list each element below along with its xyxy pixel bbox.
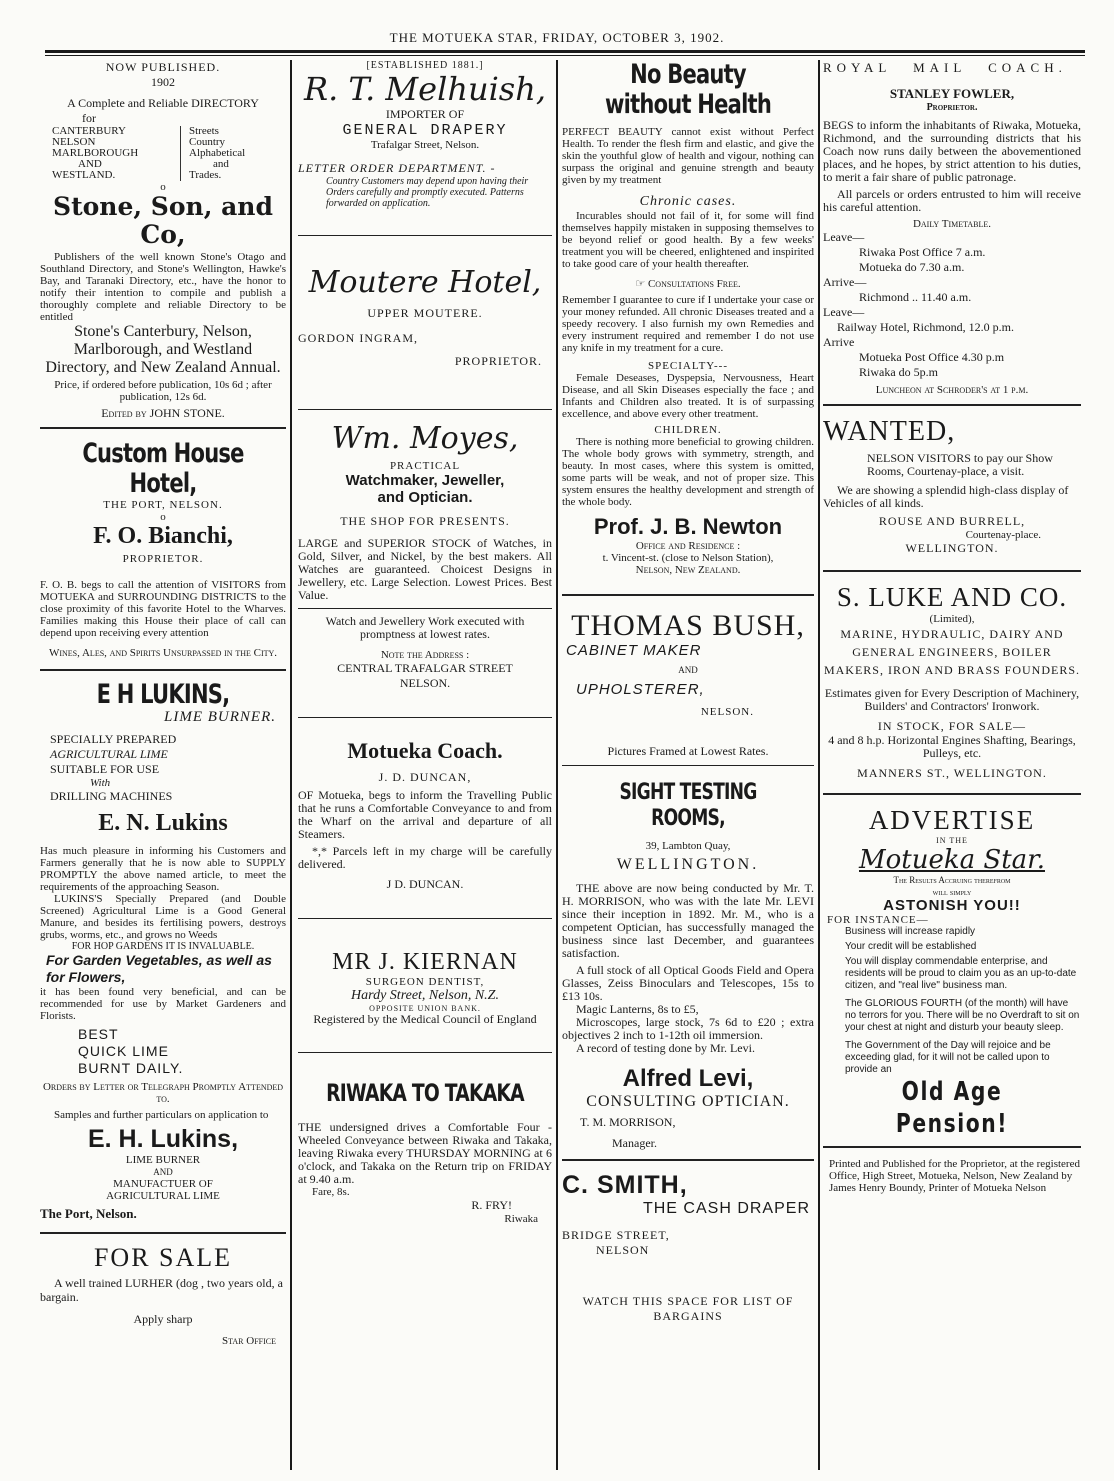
- luncheon: Luncheon at Schroder's at 1 p.m.: [875, 384, 1029, 396]
- sight-para4: Microscopes, large stock, 7s 6d to £20 ; extra objectives 2 inch to 1-12th oil immersion.: [562, 1015, 814, 1042]
- header-rule: [45, 50, 1085, 53]
- luke-ad: [823, 582, 1081, 781]
- coach-body: BEGS to inform the inhabitants of Riwaka, Motueka, Richmond, and the surrounding districts that his Coach now runs daily between the abovementioned places, and he hopes, by strict attention to his duties, to merit a fair share of public patronage.: [823, 118, 1081, 184]
- now-published: NOW PUBLISHED.: [105, 60, 221, 74]
- for-sale-ad: [40, 1244, 286, 1347]
- coach-proprietor: Proprietor.: [926, 102, 978, 113]
- lukins-trade: LIME BURNER.: [164, 709, 276, 725]
- directory-title: A Complete and Reliable DIRECTORY: [67, 96, 259, 110]
- year: 1902: [151, 75, 175, 89]
- ornament: o: [160, 181, 166, 193]
- firm-name: Stone, Son, and Co,: [53, 192, 273, 249]
- moutere-name: Moutere Hotel,: [308, 265, 542, 300]
- directory-big-title: Stone's Canterbury, Nelson, Marlborough, and Westland Directory, and New Zealand Annual.: [45, 323, 281, 376]
- drapery: GENERAL DRAPERY: [342, 122, 508, 139]
- hotel-name: Custom House Hotel,: [82, 438, 244, 499]
- newton-chronic: Chronic cases.: [639, 194, 737, 209]
- luke-trades: MARINE, HYDRAULIC, DAIRY AND GENERAL ENGINEERS, BOILER MAKERS, IRON AND BRASS FOUNDERS.: [823, 627, 1081, 677]
- newton-consult: ☞ Consultations Free.: [635, 278, 741, 290]
- for-sale-apply: Apply sharp: [133, 1312, 193, 1326]
- newton-chronic-body: Incurables should not fail of it, for some will find themselves happily mistaken in supposing themselves to be beyond relief or good health. By a few weeks' treatment you will be cheered, enlightened and inspirited to take good care of your health thereafter.: [562, 210, 814, 270]
- tt-row: Leave—: [823, 305, 865, 319]
- price: Price, if ordered before publication, 10s 6d ; after publication, 12s 6d.: [54, 379, 272, 403]
- royal-mail-coach-ad: [823, 60, 1081, 396]
- riwaka-body: THE undersigned drives a Comfortable Four - Wheeled Conveyance between Riwaka and Takaka, leaving Riwaka every THURSDAY MORNING at 6 o'clock, and Takaka on the Return trip on FRIDAY at 9.40 a.m.: [298, 1120, 552, 1186]
- content-item: Trades.: [189, 169, 222, 181]
- newton-address: t. Vincent-st. (close to Nelson Station),: [602, 552, 774, 564]
- lukins-para2: LUKINS'S Specially Prepared (and Double Screened) Agricultural Lime is a Good General Manure, and besides its fertilising powers, destroys grubs, worms, etc., and grows no Weeds: [40, 893, 286, 941]
- smith-name: C. SMITH,: [562, 1171, 688, 1199]
- bush-trade2: UPHOLSTERER,: [576, 681, 705, 698]
- timetable-label: Daily Timetable.: [912, 218, 992, 230]
- pension: Old Age Pension!: [895, 1077, 1009, 1139]
- luke-address: MANNERS ST., WELLINGTON.: [857, 766, 1047, 780]
- lukins-signature: E. H. Lukins,: [87, 1125, 239, 1153]
- will-simply: will simply: [932, 887, 972, 897]
- melhuish-name: R. T. Melhuish,: [303, 70, 546, 108]
- coach-body: OF Motueka, begs to inform the Travelling Public that he runs a Comfortable Conveyance to and from the Wharf on the arrival and departure of all Steamers.: [298, 788, 552, 841]
- sight-testing-ad: [562, 780, 814, 1151]
- sight-para1: THE above are now being conducted by Mr. T. H. MORRISON, who was with the late Mr. LEVI since their inception in 1892. Mr. M., who is a competent Optician, has successfully managed the business since last December, and guarantees satisfaction.: [562, 881, 814, 960]
- newton-city: Nelson, New Zealand.: [635, 564, 741, 576]
- bush-and: AND: [678, 665, 698, 675]
- kiernan-address: Hardy Street, Nelson, N.Z.: [351, 988, 499, 1003]
- instance-item: Business will increase rapidly: [845, 926, 976, 937]
- luke-engines: 4 and 8 h.p. Horizontal Engines Shafting, Bearings, Pulleys, etc.: [828, 733, 1076, 760]
- established: [ESTABLISHED 1881.]: [366, 60, 484, 71]
- timetable: [823, 230, 1081, 380]
- newton-children: CHILDREN.: [654, 424, 722, 436]
- imprint: Printed and Published for the Proprietor, at the registered Office, High Street, Motueka, Nelson, New Zealand by James Henry Boundy, Printer of Motueka Nelson: [829, 1158, 1080, 1194]
- tt-row: Railway Hotel, Richmond, 12.0 p.m.: [837, 320, 1014, 334]
- region: AND: [78, 158, 102, 170]
- smith-address1: BRIDGE STREET,: [562, 1228, 670, 1242]
- kiernan-opposite: OPPOSITE UNION BANK.: [369, 1004, 481, 1013]
- lukins-gothic-name: E. N. Lukins: [98, 810, 228, 836]
- column-2: [298, 60, 552, 1470]
- lukins-para1: Has much pleasure in informing his Customers and Farmers generally that he is now able to SUPPLY PROMPTLY the above named article, to meet the requirements of the approaching Season.: [40, 845, 286, 893]
- tt-row: Riwaka Post Office 7 a.m.: [859, 245, 986, 259]
- kiernan-ad: [298, 949, 552, 1026]
- moyes-name: Wm. Moyes,: [331, 421, 519, 456]
- smith-trade: THE CASH DRAPER: [642, 1200, 810, 1217]
- sig-line: MANUFACTUER OF: [113, 1178, 213, 1190]
- lukins-name: E H LUKINS,: [96, 679, 230, 710]
- header-rule-thin: [45, 55, 1085, 56]
- melhuish-address: Trafalgar Street, Nelson.: [370, 139, 480, 151]
- sight-address: 39, Lambton Quay,: [645, 840, 731, 852]
- advertise-title: ADVERTISE: [868, 805, 1036, 835]
- luke-name: S. LUKE AND CO.: [836, 582, 1068, 612]
- lukins-line: SPECIALLY PREPARED: [50, 732, 177, 746]
- ornament: o: [160, 511, 166, 523]
- lukins-orders: Orders by Letter or Telegraph Promptly Attended to.: [42, 1081, 284, 1105]
- moyes-note: Note the Address :: [380, 649, 470, 661]
- smith-watch: WATCH THIS SPACE FOR LIST OF BARGAINS: [582, 1294, 794, 1323]
- content-item: Streets: [189, 125, 219, 137]
- sig-line: AGRICULTURAL LIME: [106, 1190, 220, 1202]
- column-1: [40, 60, 286, 1470]
- region: CANTERBURY: [52, 125, 126, 137]
- smith-ad: [562, 1171, 814, 1324]
- region: NELSON: [52, 136, 96, 148]
- coach-owner: STANLEY FOWLER,: [889, 86, 1015, 101]
- wanted-body2: We are showing a splendid high-class display of Vehicles of all kinds.: [823, 483, 1069, 510]
- coach-name: Motueka Coach.: [347, 738, 503, 763]
- lukins-samples: Samples and further particulars on application to: [54, 1109, 269, 1121]
- riwaka-place: Riwaka: [504, 1213, 538, 1225]
- proprietor-name: F. O. Bianchi,: [93, 523, 233, 549]
- column-4: [823, 60, 1081, 1470]
- luke-estimates: Estimates given for Every Description of Machinery, Builders' and Contractors' Ironwork.: [824, 686, 1080, 713]
- for-instance: FOR INSTANCE—: [827, 914, 929, 926]
- wanted-place: Courtenay-place.: [965, 529, 1041, 541]
- kiernan-title: SURGEON DENTIST,: [365, 976, 485, 988]
- best-line: BEST: [78, 1026, 119, 1042]
- lukins-hop: FOR HOP GARDENS IT IS INVALUABLE.: [71, 941, 255, 952]
- regions-list: [52, 126, 180, 181]
- newton-specialty: SPECIALTY---: [647, 360, 729, 372]
- wanted-ad: [823, 416, 1081, 556]
- consult-text: Consultations Free.: [647, 278, 741, 290]
- content-item: and: [213, 158, 229, 170]
- kiernan-reg: Registered by the Medical Council of England: [313, 1012, 537, 1026]
- tt-row: Leave—: [823, 230, 865, 244]
- moutere-proprietor: PROPRIETOR.: [454, 354, 542, 368]
- in-the: IN THE: [936, 836, 968, 845]
- coach-parcels: All parcels or orders entrusted to him will receive his careful attention.: [823, 187, 1081, 214]
- instance-item: You will display commendable enterprise, and residents will be proud to claim you as an up-to-date citizen, and "real live" business man.: [845, 956, 1077, 991]
- moutere-place: UPPER MOUTERE.: [367, 306, 483, 320]
- moyes-trade2: and Optician.: [377, 489, 473, 506]
- riwaka-ad: [298, 1079, 552, 1225]
- lukins-line: SUITABLE FOR USE: [50, 762, 160, 776]
- bush-place: NELSON.: [700, 706, 754, 718]
- newton-ad: [562, 60, 814, 576]
- editor: Edited by JOHN STONE.: [101, 406, 225, 420]
- astonish: ASTONISH YOU!!: [883, 897, 1021, 914]
- lukins-garden: For Garden Vegetables, as well as for Flowers,: [46, 952, 272, 985]
- coach-owner: J. D. DUNCAN,: [378, 770, 472, 784]
- masthead: THE MOTUEKA STAR, FRIDAY, OCTOBER 3, 1902.: [389, 30, 725, 45]
- contents-list: [180, 126, 280, 181]
- for-label: for: [82, 111, 96, 125]
- lukins-place: The Port, Nelson.: [40, 1206, 137, 1221]
- proprietor-label: PROPRIETOR.: [122, 553, 204, 565]
- importer: IMPORTER OF: [385, 107, 465, 121]
- for-sale-office: Star Office: [222, 1335, 276, 1347]
- hotel-location: THE PORT, NELSON.: [103, 499, 223, 511]
- coach-parcels: *,* Parcels left in my charge will be carefully delivered.: [298, 844, 552, 871]
- instance-item: Your credit will be established: [845, 941, 977, 952]
- tt-row: Riwaka do 5p.m: [859, 365, 938, 379]
- riwaka-title: RIWAKA TO TAKAKA: [326, 1079, 524, 1107]
- sight-para5: A record of testing done by Mr. Levi.: [576, 1041, 755, 1055]
- wanted-firm: ROUSE AND BURRELL,: [878, 514, 1026, 528]
- sight-para3: Magic Lanterns, 8s to £5,: [576, 1002, 699, 1016]
- content-item: Country: [189, 136, 226, 148]
- newton-children-body: There is nothing more beneficial to growing children. The whole body grows with symmetry, strength, and beauty. In most cases, where this system is omitted, some parts will be weak, and not of proper size. This system ensures the healthy development and strength of the whole body.: [562, 436, 814, 508]
- letter-dept-body: Country Customers may depend upon having their Orders carefully and promptly executed. Patterns forwarded on application.: [326, 176, 529, 209]
- advertise-ad: [823, 805, 1081, 1140]
- column-divider: [818, 60, 820, 1470]
- bush-name: THOMAS BUSH,: [571, 609, 805, 642]
- newton-headline: No Beauty without Health: [604, 60, 772, 120]
- directory-body: Publishers of the well known Stone's Otago and Southland Directory, and Stone's Wellington, Hawke's Bay, and Taranaki Directory, etc., have the honor to notify their intention to compile and publish a thoroughly complete and reliable Directory to be entitled: [40, 251, 286, 323]
- column-divider: [290, 60, 292, 1470]
- bush-ad: [562, 610, 814, 759]
- best-line: QUICK LIME: [78, 1043, 169, 1059]
- bush-trade: CABINET MAKER: [566, 642, 702, 659]
- moyes-body: LARGE and SUPERIOR STOCK of Watches, in Gold, Silver, and Nickel, by the best makers. All Watches are guaranteed. Choicest Designs in Jewellery, etc. Large Selection. Lowest Prices. Best Value.: [298, 536, 552, 602]
- moyes-shop: THE SHOP FOR PRESENTS.: [340, 514, 510, 528]
- content-item: Alphabetical: [189, 147, 246, 159]
- wanted-title: WANTED,: [823, 416, 956, 447]
- kiernan-name: MR J. KIERNAN: [332, 949, 518, 975]
- best-line: BURNT DAILY.: [78, 1060, 184, 1076]
- hotel-body: F. O. B. begs to call the attention of VISITORS from MOTUEKA and SURROUNDING DISTRICTS to the close proximity of this favorite Hotel to the Wharves. Families making this House their place of call can depend upon receiving every attention: [40, 579, 286, 639]
- lukins-line: AGRICULTURAL LIME: [50, 747, 168, 761]
- moyes-ad: [298, 422, 552, 691]
- newton-remember: Remember I guarantee to cure if I undertake your case or your money refunded. All chronic Diseases treated and a speedy recovery. I also furnish my own Remedies and every instrument required and remember I do not use any knife in my treatment for a cure.: [562, 294, 814, 354]
- lukins-line: DRILLING MACHINES: [50, 789, 173, 803]
- luke-stock: IN STOCK, FOR SALE—: [877, 719, 1027, 733]
- instance-item: The Government of the Day will rejoice and be exceeding glad, for it will not be called upon to provide an: [845, 1040, 1051, 1075]
- sig-line: AND: [153, 1167, 173, 1177]
- hotel-wines: Wines, Ales, and Spirits Unsurpassed in the City.: [48, 647, 278, 659]
- directory-ad: [40, 60, 286, 421]
- riwaka-fare: Fare, 8s.: [312, 1186, 350, 1198]
- letter-dept: LETTER ORDER DEPARTMENT. -: [298, 161, 496, 175]
- lukins-line: With: [90, 777, 111, 789]
- tt-row: Motueka do 7.30 a.m.: [859, 260, 965, 274]
- column-3: [562, 60, 814, 1470]
- newton-intro: PERFECT BEAUTY cannot exist without Perfect Health. To render the flesh firm and elastic, and give the skin the youthful glow of health and vigour, nothing can surpass the original and genuine strength and beauty given by my treatment: [562, 126, 814, 186]
- manager-name: T. M. MORRISON,: [580, 1115, 676, 1129]
- tt-row: Arrive—: [823, 275, 867, 289]
- manager-label: Manager.: [612, 1136, 657, 1150]
- motueka-coach-ad: [298, 738, 552, 892]
- moutere-owner: GORDON INGRAM,: [298, 331, 419, 345]
- melhuish-ad: [298, 60, 552, 209]
- sight-city: WELLINGTON.: [616, 856, 760, 873]
- moyes-trade1: Watchmaker, Jeweller,: [345, 472, 505, 489]
- instance-item: The GLORIOUS FOURTH (of the month) will have no terrors for you. There will be no Overdraft to sit on your chest at night and disturb your beauty sleep.: [845, 998, 1080, 1033]
- newton-specialty-body: Female Deseases, Dyspepsia, Nervousness, Heart Disease, and all Skin Diseases especially the face ; and Infants and Children also treated. It is of surpassing excellence, and above every other treatment.: [562, 372, 814, 420]
- sig-line: LIME BURNER: [125, 1154, 201, 1166]
- levi-role: CONSULTING OPTICIAN.: [586, 1093, 790, 1110]
- lukins-garden-tail: it has been found very beneficial, and can be recommended for use by Market Gardeners and Florists.: [40, 986, 286, 1022]
- wanted-city: WELLINGTON.: [905, 541, 999, 555]
- lukins-ad: [40, 681, 286, 1222]
- region: MARLBOROUGH: [52, 147, 139, 159]
- results: The Results Accruing therefrom: [893, 875, 1011, 885]
- sight-title: SIGHT TESTING ROOMS,: [619, 780, 757, 831]
- tt-row: Arrive: [823, 335, 855, 349]
- column-divider: [556, 60, 558, 1470]
- practical: PRACTICAL: [389, 460, 461, 472]
- tt-row: Motueka Post Office 4.30 p.m: [859, 350, 1005, 364]
- moyes-address2: NELSON.: [399, 676, 451, 690]
- moyes-address1: CENTRAL TRAFALGAR STREET: [337, 661, 513, 675]
- luke-limited: (Limited),: [929, 613, 975, 625]
- tt-row: Richmond .. 11.40 a.m.: [859, 290, 972, 304]
- levi-name: Alfred Levi,: [622, 1065, 754, 1092]
- sight-para2: A full stock of all Optical Goods Field and Opera Glasses, Zeiss Binoculars and Telescopes, 15s to £13 10s.: [562, 963, 814, 1003]
- hotel-ad: [40, 439, 286, 659]
- region: WESTLAND.: [52, 169, 116, 181]
- smith-address2: NELSON: [596, 1243, 650, 1257]
- wanted-body: NELSON VISITORS to pay our Show Rooms, Courtenay-place, a visit.: [867, 451, 1053, 478]
- newton-name: Prof. J. B. Newton: [593, 514, 783, 539]
- riwaka-signature: R. FRY!: [471, 1198, 512, 1212]
- moyes-repair: Watch and Jewellery Work executed with promptness at lowest rates.: [325, 614, 525, 641]
- for-sale-title: FOR SALE: [93, 1243, 233, 1272]
- paper-name: Motueka Star.: [859, 845, 1045, 875]
- bush-pictures: Pictures Framed at Lowest Rates.: [607, 744, 769, 758]
- newton-office: Office and Residence :: [635, 540, 741, 552]
- coach-signature: J D. DUNCAN.: [386, 877, 464, 891]
- moutere-hotel-ad: [298, 266, 552, 369]
- for-sale-body: A well trained LURHER (dog , two years old, a bargain.: [40, 1276, 283, 1304]
- coach-title: ROYAL MAIL COACH.: [823, 60, 1067, 75]
